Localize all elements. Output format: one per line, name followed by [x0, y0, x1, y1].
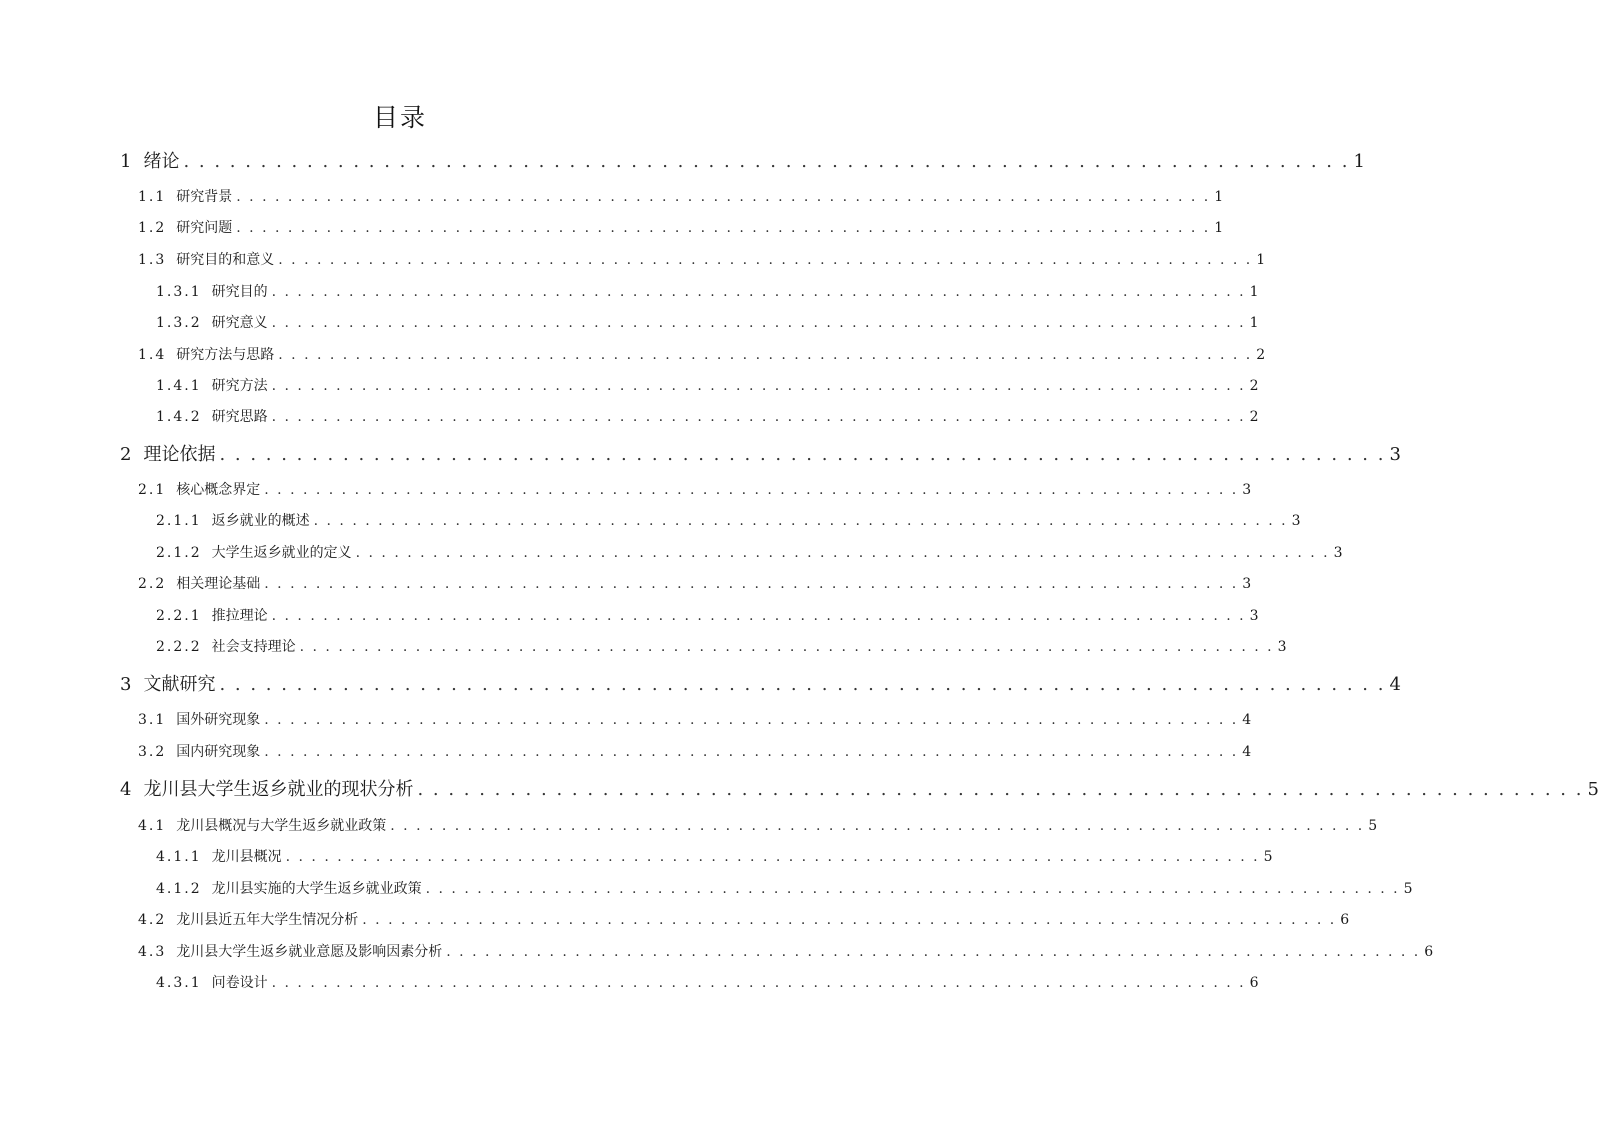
- toc-entry-title: 研究意义: [211, 315, 268, 331]
- toc-page-number: 5: [1587, 779, 1599, 800]
- toc-entry-2-2-2[interactable]: [156, 636, 1287, 662]
- toc-entry-3-1[interactable]: [138, 709, 1252, 735]
- toc-entry-number: 4.1.1: [156, 849, 202, 865]
- toc-page-number: 3: [1389, 444, 1401, 465]
- toc-page-number: 4: [1242, 744, 1252, 760]
- toc-page-number: 1: [1214, 220, 1224, 236]
- toc-entry-number: 4.1: [138, 818, 167, 834]
- toc-page-number: 3: [1333, 545, 1343, 561]
- toc-entry-number: 1: [120, 151, 134, 172]
- toc-entry-title: 社会支持理论: [211, 639, 296, 655]
- toc-entry-number: 4.1.2: [156, 881, 202, 897]
- toc-entry-number: 1.4.1: [156, 378, 202, 394]
- toc-entry-4-1-2[interactable]: [156, 878, 1413, 904]
- toc-entry-title: 核心概念界定: [176, 482, 261, 498]
- toc-entry-2-2-1[interactable]: [156, 605, 1259, 631]
- toc-page-number: 5: [1403, 881, 1413, 897]
- toc-entry-title: 国外研究现象: [176, 712, 261, 728]
- toc-entry-number: 3.1: [138, 712, 167, 728]
- toc-entry-number: 2.1.2: [156, 545, 202, 561]
- toc-entry-1-2[interactable]: [138, 217, 1224, 243]
- toc-entry-4-2[interactable]: [138, 909, 1350, 935]
- toc-page-number: 6: [1340, 912, 1350, 928]
- toc-entry-number: 4.3: [138, 944, 167, 960]
- toc-leader-dots: . . . . . . . . . . . . . . . . . . . . . . . . . . . . . . . . . . . . . . . . . . . . . . . . . . . . . . . . . . . . . . . . . . . . . . . . . . . .: [271, 284, 1246, 300]
- toc-leader-dots: . . . . . . . . . . . . . . . . . . . . . . . . . . . . . . . . . . . . . . . . . . . . . . . . . . . . . . . . . . . . . . . . . . . . . . . . . . . .: [264, 576, 1239, 592]
- toc-entry-number: 3.2: [138, 744, 167, 760]
- toc-leader-dots: . . . . . . . . . . . . . . . . . . . . . . . . . . . . . . . . . . . . . . . . . . . . . . . . . . . . . . . . . . . . . . . . . . . . . . . . . . . .: [390, 818, 1365, 834]
- toc-entry-title: 龙川县概况与大学生返乡就业政策: [176, 818, 387, 834]
- toc-leader-dots: . . . . . . . . . . . . . . . . . . . . . . . . . . . . . . . . . . . . . . . . . . . . . . . . . . . . . . . . . . . . . . . . . . . . . . . . . . . .: [264, 482, 1239, 498]
- toc-leader-dots: . . . . . . . . . . . . . . . . . . . . . . . . . . . . . . . . . . . . . . . . . . . . . . . . . . . . . . . . . . . . . . . . . . . . . . . . . . . .: [219, 674, 1386, 695]
- toc-page-number: 2: [1249, 409, 1259, 425]
- toc-entry-number: 2.2: [138, 576, 167, 592]
- toc-entry-number: 1.4: [138, 347, 167, 363]
- toc-entry-1-3-2[interactable]: [156, 312, 1259, 338]
- toc-entry-title: 问卷设计: [211, 975, 268, 991]
- toc-entry-1-4[interactable]: [138, 344, 1266, 370]
- toc-leader-dots: . . . . . . . . . . . . . . . . . . . . . . . . . . . . . . . . . . . . . . . . . . . . . . . . . . . . . . . . . . . . . . . . . . . . . . . . . . . .: [264, 744, 1239, 760]
- toc-entry-1-3-1[interactable]: [156, 281, 1259, 307]
- toc-entry-2-1-2[interactable]: [156, 542, 1343, 568]
- toc-entry-title: 相关理论基础: [176, 576, 261, 592]
- toc-leader-dots: . . . . . . . . . . . . . . . . . . . . . . . . . . . . . . . . . . . . . . . . . . . . . . . . . . . . . . . . . . . . . . . . . . . . . . . . . . . .: [236, 220, 1211, 236]
- toc-leader-dots: . . . . . . . . . . . . . . . . . . . . . . . . . . . . . . . . . . . . . . . . . . . . . . . . . . . . . . . . . . . . . . . . . . . . . . . . . . . .: [183, 151, 1350, 172]
- toc-entry-title: 研究目的和意义: [176, 252, 275, 268]
- toc-page-number: 4: [1242, 712, 1252, 728]
- toc-page-number: 5: [1368, 818, 1378, 834]
- toc-entry-title: 大学生返乡就业的定义: [211, 545, 352, 561]
- toc-entry-1-4-2[interactable]: [156, 406, 1259, 432]
- toc-entry-2-2[interactable]: [138, 573, 1252, 599]
- toc-title: 目录: [372, 103, 427, 132]
- toc-entry-number: 4: [120, 779, 134, 800]
- toc-page-number: 3: [1242, 482, 1252, 498]
- toc-page-number: 4: [1389, 674, 1401, 695]
- toc-leader-dots: . . . . . . . . . . . . . . . . . . . . . . . . . . . . . . . . . . . . . . . . . . . . . . . . . . . . . . . . . . . . . . . . . . . . . . . . . . . .: [362, 912, 1337, 928]
- toc-entry-4[interactable]: [120, 775, 1599, 801]
- toc-page-number: 3: [1291, 513, 1301, 529]
- toc-entry-number: 1.1: [138, 189, 167, 205]
- toc-entry-title: 龙川县概况: [211, 849, 282, 865]
- toc-page-number: 3: [1242, 576, 1252, 592]
- toc-leader-dots: . . . . . . . . . . . . . . . . . . . . . . . . . . . . . . . . . . . . . . . . . . . . . . . . . . . . . . . . . . . . . . . . . . . . . . . . . . . .: [313, 513, 1288, 529]
- toc-leader-dots: . . . . . . . . . . . . . . . . . . . . . . . . . . . . . . . . . . . . . . . . . . . . . . . . . . . . . . . . . . . . . . . . . . . . . . . . . . . .: [271, 378, 1246, 394]
- toc-leader-dots: . . . . . . . . . . . . . . . . . . . . . . . . . . . . . . . . . . . . . . . . . . . . . . . . . . . . . . . . . . . . . . . . . . . . . . . . . . . .: [278, 347, 1253, 363]
- toc-leader-dots: . . . . . . . . . . . . . . . . . . . . . . . . . . . . . . . . . . . . . . . . . . . . . . . . . . . . . . . . . . . . . . . . . . . . . . . . . . . .: [425, 881, 1400, 897]
- toc-leader-dots: . . . . . . . . . . . . . . . . . . . . . . . . . . . . . . . . . . . . . . . . . . . . . . . . . . . . . . . . . . . . . . . . . . . . . . . . . . . .: [236, 189, 1211, 205]
- toc-entry-title: 龙川县实施的大学生返乡就业政策: [211, 881, 422, 897]
- toc-entry-title: 理论依据: [143, 444, 216, 465]
- toc-leader-dots: . . . . . . . . . . . . . . . . . . . . . . . . . . . . . . . . . . . . . . . . . . . . . . . . . . . . . . . . . . . . . . . . . . . . . . . . . . . .: [271, 315, 1246, 331]
- toc-entry-number: 2: [120, 444, 134, 465]
- toc-entry-4-1[interactable]: [138, 815, 1378, 841]
- toc-entry-title: 研究问题: [176, 220, 233, 236]
- toc-leader-dots: . . . . . . . . . . . . . . . . . . . . . . . . . . . . . . . . . . . . . . . . . . . . . . . . . . . . . . . . . . . . . . . . . . . . . . . . . . . .: [299, 639, 1274, 655]
- toc-entry-title: 龙川县大学生返乡就业意愿及影响因素分析: [176, 944, 443, 960]
- toc-leader-dots: . . . . . . . . . . . . . . . . . . . . . . . . . . . . . . . . . . . . . . . . . . . . . . . . . . . . . . . . . . . . . . . . . . . . . . . . . . . .: [271, 409, 1246, 425]
- toc-entry-3[interactable]: [120, 670, 1401, 696]
- toc-entry-title: 文献研究: [143, 674, 216, 695]
- toc-page-number: 1: [1256, 252, 1266, 268]
- toc-entry-number: 2.2.2: [156, 639, 202, 655]
- toc-leader-dots: . . . . . . . . . . . . . . . . . . . . . . . . . . . . . . . . . . . . . . . . . . . . . . . . . . . . . . . . . . . . . . . . . . . . . . . . . . . .: [271, 975, 1246, 991]
- toc-entry-1-3[interactable]: [138, 249, 1266, 275]
- toc-leader-dots: . . . . . . . . . . . . . . . . . . . . . . . . . . . . . . . . . . . . . . . . . . . . . . . . . . . . . . . . . . . . . . . . . . . . . . . . . . . .: [278, 252, 1253, 268]
- toc-entry-4-3[interactable]: [138, 941, 1434, 967]
- toc-leader-dots: . . . . . . . . . . . . . . . . . . . . . . . . . . . . . . . . . . . . . . . . . . . . . . . . . . . . . . . . . . . . . . . . . . . . . . . . . . . .: [271, 608, 1246, 624]
- toc-entry-number: 3: [120, 674, 134, 695]
- toc-entry-title: 研究思路: [211, 409, 268, 425]
- toc-page-number: 1: [1214, 189, 1224, 205]
- toc-page-number: 3: [1277, 639, 1287, 655]
- toc-entry-1[interactable]: [120, 147, 1365, 173]
- toc-entry-title: 研究方法: [211, 378, 268, 394]
- toc-entry-number: 1.4.2: [156, 409, 202, 425]
- toc-entry-3-2[interactable]: [138, 741, 1252, 767]
- toc-entry-number: 4.3.1: [156, 975, 202, 991]
- toc-page-number: 5: [1263, 849, 1273, 865]
- toc-entry-number: 1.3.2: [156, 315, 202, 331]
- toc-entry-title: 国内研究现象: [176, 744, 261, 760]
- toc-entry-2-1[interactable]: [138, 479, 1252, 505]
- toc-entry-title: 研究目的: [211, 284, 268, 300]
- toc-leader-dots: . . . . . . . . . . . . . . . . . . . . . . . . . . . . . . . . . . . . . . . . . . . . . . . . . . . . . . . . . . . . . . . . . . . . . . . . . . . .: [285, 849, 1260, 865]
- toc-entry-title: 绪论: [143, 151, 180, 172]
- toc-entry-number: 1.3.1: [156, 284, 202, 300]
- toc-page-number: 6: [1424, 944, 1434, 960]
- toc-entry-number: 2.2.1: [156, 608, 202, 624]
- toc-leader-dots: . . . . . . . . . . . . . . . . . . . . . . . . . . . . . . . . . . . . . . . . . . . . . . . . . . . . . . . . . . . . . . . . . . . . . . . . . . . .: [219, 444, 1386, 465]
- toc-page-number: 1: [1249, 315, 1259, 331]
- toc-entry-number: 1.2: [138, 220, 167, 236]
- toc-entry-title: 推拉理论: [211, 608, 268, 624]
- toc-page-number: 1: [1249, 284, 1259, 300]
- toc-page-number: 6: [1249, 975, 1259, 991]
- toc-entry-title: 研究背景: [176, 189, 233, 205]
- toc-entry-1-1[interactable]: [138, 186, 1224, 212]
- toc-entry-number: 2.1.1: [156, 513, 202, 529]
- toc-leader-dots: . . . . . . . . . . . . . . . . . . . . . . . . . . . . . . . . . . . . . . . . . . . . . . . . . . . . . . . . . . . . . . . . . . . . . . . . . . . .: [355, 545, 1330, 561]
- toc-entry-4-1-1[interactable]: [156, 846, 1273, 872]
- toc-page-number: 3: [1249, 608, 1259, 624]
- toc-entry-number: 4.2: [138, 912, 167, 928]
- toc-entry-number: 1.3: [138, 252, 167, 268]
- toc-entry-4-3-1[interactable]: [156, 972, 1259, 998]
- toc-leader-dots: . . . . . . . . . . . . . . . . . . . . . . . . . . . . . . . . . . . . . . . . . . . . . . . . . . . . . . . . . . . . . . . . . . . . . . . . . . . .: [446, 944, 1421, 960]
- toc-entry-title: 龙川县近五年大学生情况分析: [176, 912, 359, 928]
- toc-page-number: 2: [1249, 378, 1259, 394]
- toc-leader-dots: . . . . . . . . . . . . . . . . . . . . . . . . . . . . . . . . . . . . . . . . . . . . . . . . . . . . . . . . . . . . . . . . . . . . . . . . . . . .: [417, 779, 1584, 800]
- toc-page-number: 2: [1256, 347, 1266, 363]
- toc-page-number: 1: [1353, 151, 1365, 172]
- toc-entry-2[interactable]: [120, 440, 1401, 466]
- toc-entry-1-4-1[interactable]: [156, 375, 1259, 401]
- toc-leader-dots: . . . . . . . . . . . . . . . . . . . . . . . . . . . . . . . . . . . . . . . . . . . . . . . . . . . . . . . . . . . . . . . . . . . . . . . . . . . .: [264, 712, 1239, 728]
- toc-entry-title: 返乡就业的概述: [211, 513, 310, 529]
- toc-entry-title: 研究方法与思路: [176, 347, 275, 363]
- toc-entry-2-1-1[interactable]: [156, 510, 1301, 536]
- toc-entry-number: 2.1: [138, 482, 167, 498]
- toc-entry-title: 龙川县大学生返乡就业的现状分析: [143, 779, 414, 800]
